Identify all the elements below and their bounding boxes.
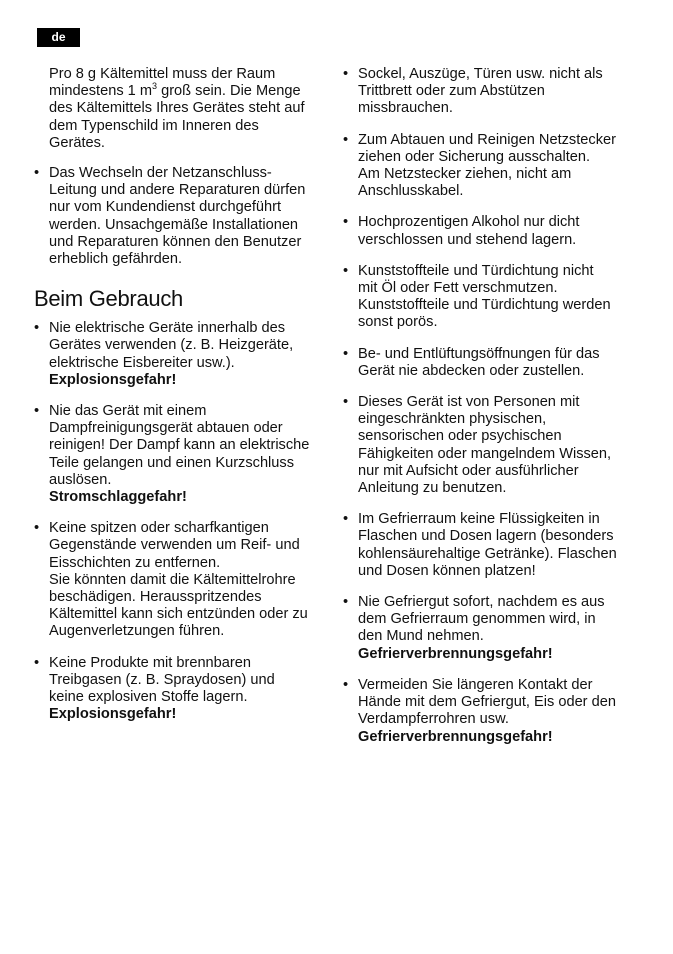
text-line: Sie könnten damit die Kältemittelrohre [49, 571, 296, 588]
text-line: Eisschichten zu entfernen. [49, 554, 221, 571]
text-line: Nie elektrische Geräte innerhalb des [49, 320, 286, 337]
list-item [343, 132, 641, 201]
superscript: 3 [152, 81, 158, 92]
list-item [343, 594, 641, 663]
text-line: sensorischen oder psychischen [358, 428, 562, 445]
text-line: Nie Gefriergut sofort, nachdem es aus [358, 594, 605, 611]
text-line: Das Wechseln der Netzanschluss- [49, 165, 272, 182]
bullet-marker: • [343, 394, 349, 411]
text-line: Be- und Entlüftungsöffnungen für das [358, 345, 600, 362]
list-item [343, 66, 641, 118]
section-heading: Beim Gebrauch [34, 286, 183, 312]
list-item [343, 677, 641, 746]
text-line: dem Typenschild im Inneren des [49, 117, 259, 134]
bullet-marker: • [343, 131, 349, 148]
text-line: ziehen oder Sicherung ausschalten. [358, 148, 591, 165]
list-item [343, 214, 641, 248]
text-line: Leitung und andere Reparaturen dürfen [49, 182, 306, 199]
text-line: Anschlusskabel. [358, 183, 464, 200]
text-line: erheblich gefährden. [49, 251, 183, 268]
text-line: Teile gelangen und einen Kurzschluss [49, 454, 295, 471]
bullet-marker: • [343, 511, 349, 528]
bullet-marker: • [34, 654, 40, 671]
bullet-marker: • [343, 214, 349, 231]
text-line: Gerät nie abdecken oder zustellen. [358, 362, 585, 379]
warning-text: Explosionsgefahr! [49, 371, 177, 388]
text-line: und Reparaturen können den Benutzer [49, 233, 302, 250]
text-line: Gegenstände verwenden um Reif- und [49, 537, 300, 554]
bullet-marker: • [34, 403, 40, 420]
bullet-marker: • [34, 520, 40, 537]
warning-text: Explosionsgefahr! [49, 706, 177, 723]
text-line: Augenverletzungen führen. [49, 623, 225, 640]
text-line: Trittbrett oder zum Abstützen [358, 83, 545, 100]
text-line: Anleitung zu benutzen. [358, 480, 507, 497]
list-item [34, 320, 330, 389]
text-line: Dampfreinigungsgerät abtauen oder [49, 420, 283, 437]
text-line: Dieses Gerät ist von Personen mit [358, 394, 580, 411]
text-line: Fähigkeiten oder mangelndem Wissen, [358, 445, 612, 462]
text-line: beschädigen. Herausspritzendes [49, 589, 262, 606]
list-item [34, 655, 330, 724]
text-line: Gerätes verwenden (z. B. Heizgeräte, [49, 337, 294, 354]
text-line: keine explosiven Stoffe lagern. [49, 689, 248, 706]
list-item [343, 263, 641, 332]
text-line: Kunststoffteile und Türdichtung werden [358, 297, 611, 314]
text-line: Treibgasen (z. B. Spraydosen) und [49, 671, 275, 688]
text-line: missbrauchen. [358, 100, 453, 117]
text-line: verschlossen und stehend lagern. [358, 231, 577, 248]
text-line: kohlensäurehaltige Getränke). Flaschen [358, 545, 617, 562]
bullet-marker: • [343, 262, 349, 279]
text-line: elektrische Eisbereiter usw.). [49, 354, 235, 371]
text-line: Im Gefrierraum keine Flüssigkeiten in [358, 511, 600, 528]
text-line: Gerätes. [49, 134, 105, 151]
bullet-marker: • [343, 676, 349, 693]
bullet-marker: • [343, 66, 349, 82]
text-line: Am Netzstecker ziehen, nicht am [358, 166, 572, 183]
text-line: Keine spitzen oder scharfkantigen [49, 520, 269, 537]
bullet-marker: • [343, 345, 349, 362]
text-line: Sockel, Auszüge, Türen usw. nicht als [358, 66, 603, 82]
text-line: Verdampferrohren usw. [358, 711, 509, 728]
text-fragment: mindestens 1 m [49, 83, 153, 100]
warning-text: Gefrierverbrennungsgefahr! [358, 728, 553, 745]
text-line: Flaschen und Dosen lagern (besonders [358, 528, 614, 545]
text-line: Nie das Gerät mit einem [49, 403, 207, 420]
text-line: nur mit Aufsicht oder ausführlicher [358, 462, 579, 479]
text-line: Pro 8 g Kältemittel muss der Raum [49, 66, 276, 82]
text-line: nur vom Kundendienst durchgeführt [49, 199, 282, 216]
text-line: und Dosen können platzen! [358, 562, 536, 579]
text-line: eingeschränkten physischen, [358, 411, 547, 428]
text-line: Vermeiden Sie längeren Kontakt der [358, 676, 593, 693]
text-line: des Kältemittels Ihres Gerätes steht auf [49, 100, 305, 117]
text-line: Zum Abtauen und Reinigen Netzstecker [358, 131, 616, 148]
bullet-marker: • [343, 594, 349, 611]
text-line: reinigen! Der Dampf kann an elektrische [49, 437, 310, 454]
right-column [343, 66, 641, 760]
text-line [49, 83, 330, 100]
list-item [34, 403, 330, 506]
text-line: Hochprozentigen Alkohol nur dicht [358, 214, 580, 231]
list-item [343, 511, 641, 580]
list-item [34, 520, 330, 640]
language-tag: de [37, 28, 80, 47]
text-line: Hände mit dem Gefriergut, Eis oder den [358, 694, 616, 711]
warning-text: Stromschlaggefahr! [49, 489, 187, 506]
text-line: Kunststoffteile und Türdichtung nicht [358, 262, 594, 279]
text-fragment: groß sein. Die Menge [157, 83, 301, 100]
refrigerant-paragraph [34, 66, 330, 152]
list-item [343, 394, 641, 497]
text-line: mit Öl oder Fett verschmutzen. [358, 280, 558, 297]
bullet-marker: • [34, 320, 40, 337]
text-line: dem Gefrierraum genommen wird, in [358, 611, 596, 628]
list-item [34, 165, 330, 268]
warning-text: Gefrierverbrennungsgefahr! [358, 645, 553, 662]
text-line: auslösen. [49, 471, 112, 488]
text-line: den Mund nehmen. [358, 628, 484, 645]
text-line: Keine Produkte mit brennbaren [49, 654, 252, 671]
text-line: Kältemittel kann sich entzünden oder zu [49, 606, 308, 623]
text-line: sonst porös. [358, 314, 438, 331]
text-line: werden. Unsachgemäße Installationen [49, 216, 299, 233]
left-column [34, 66, 330, 738]
list-item [343, 346, 641, 380]
bullet-marker: • [34, 165, 40, 182]
